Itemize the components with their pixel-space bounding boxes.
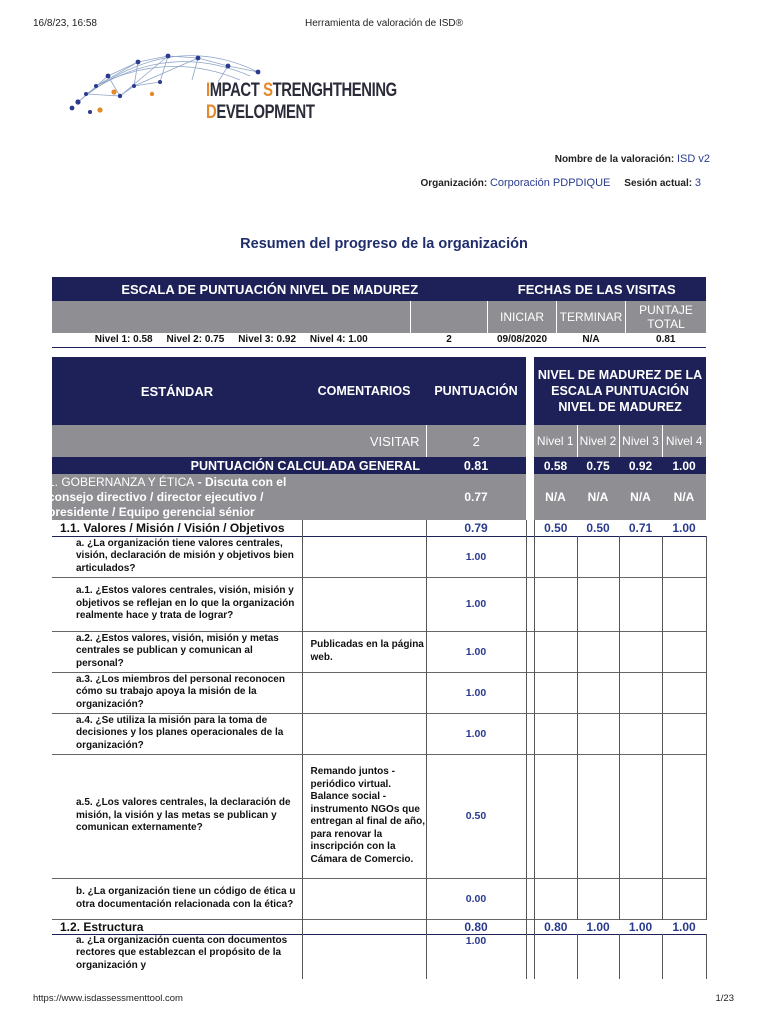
question-comment [302, 934, 426, 979]
visit-number: 2 [426, 425, 526, 457]
section-1-level: N/A [662, 474, 706, 520]
logo-letter: D [206, 102, 217, 123]
scale-subheader [52, 301, 411, 333]
question-comment [302, 536, 426, 577]
question-level-cell [662, 878, 706, 919]
logo-letter: S [263, 80, 273, 101]
question-level-cell [534, 631, 577, 672]
question-score: 1.00 [465, 645, 487, 658]
question-level-cell [662, 672, 706, 713]
spacer [526, 357, 534, 425]
question-row [52, 672, 706, 713]
question-text: a.2. ¿Estos valores, visión, misión y metas centrales se publican y comunican al personal? [76, 632, 279, 669]
subsection-1-1-score: 0.79 [464, 520, 488, 535]
subsection-1-2-items [52, 934, 706, 979]
logo-line-1 [206, 80, 397, 102]
print-page-number: 1/23 [715, 993, 734, 1004]
spacer [526, 520, 534, 536]
question-text: a.4. ¿Se utiliza la misión para la toma de decisiones y los planes operacionales de la organización? [76, 714, 284, 751]
subsection-comment [302, 520, 426, 536]
section-1-title [48, 474, 302, 520]
question-level-cell [577, 713, 619, 754]
section-1-comment [302, 474, 426, 520]
question-row [52, 878, 706, 919]
overall-label: PUNTUACIÓN CALCULADA GENERAL [52, 457, 426, 474]
question-level-cell [662, 934, 706, 979]
section-1-description: - Discuta con el consejo directivo / director ejecutivo / presidente / Equipo gerencial sénior [48, 474, 287, 519]
question-score: 1.00 [465, 550, 487, 563]
logo-word: EVELOPMENT [216, 102, 315, 123]
question-level-cell [619, 577, 662, 631]
question-row [52, 713, 706, 754]
question-level-cell [662, 754, 706, 878]
logo-word: TRENGHTHENING [272, 80, 397, 101]
question-level-cell [534, 713, 577, 754]
subsection-level: 0.50 [586, 520, 610, 535]
org-value: Corporación PDPDIQUE [489, 177, 611, 189]
question-score: 0.50 [465, 810, 487, 822]
overall-level: 0.75 [577, 457, 619, 474]
logo-letter: I [206, 80, 210, 101]
question-text: a. ¿La organización tiene valores centrales, visión, declaración de misión y objetivos bien articulados? [76, 537, 294, 574]
end-value: N/A [582, 334, 600, 346]
spacer [526, 713, 534, 754]
subsection-level: 0.80 [534, 919, 577, 934]
spacer [526, 474, 534, 520]
subsection-1-1-title: 1.1. Valores / Misión / Visión / Objetivos [60, 520, 285, 535]
question-level-cell [577, 934, 619, 979]
section-1-level: N/A [577, 474, 619, 520]
level-header: Nivel 1 [534, 425, 577, 457]
level-header: Nivel 2 [577, 425, 619, 457]
visit-label: VISITAR [52, 425, 426, 457]
question-comment [302, 713, 426, 754]
assessment-value: ISD v2 [676, 153, 710, 165]
session-value: 3 [694, 177, 701, 189]
start-value: 09/08/2020 [496, 334, 548, 346]
question-score: 1.00 [465, 686, 487, 699]
spacer [526, 934, 534, 979]
assessment-name [555, 153, 710, 165]
session-label: Sesión actual: [624, 178, 693, 189]
question-level-cell [534, 934, 577, 979]
subsection-1-2-score: 0.80 [464, 919, 488, 934]
question-level-cell [662, 577, 706, 631]
question-comment: Remando juntos - periódico virtual. Balance social - instrumento NGOs que entregan al final de año, para renovar la inscripción con la Cámara de Comercio. [302, 754, 426, 878]
question-level-cell [534, 672, 577, 713]
question-text: b. ¿La organización tiene un código de ética u otra documentación relacionada con la ética? [76, 886, 296, 910]
scale-header: ESCALA DE PUNTUACIÓN NIVEL DE MADUREZ [52, 277, 488, 301]
question-comment [302, 878, 426, 919]
question-level-cell [534, 536, 577, 577]
section-1-level: N/A [534, 474, 577, 520]
question-text: a.1. ¿Estos valores centrales, visión, misión y objetivos se reflejan en lo que la organización realmente hace y trata de lograr? [76, 585, 295, 622]
question-level-cell [619, 713, 662, 754]
spacer [526, 672, 534, 713]
print-page-title: Herramienta de valoración de ISD® [305, 18, 463, 29]
print-url: https://www.isdassessmenttool.com [33, 993, 183, 1004]
progress-table [48, 357, 707, 979]
start-header: INICIAR [488, 301, 557, 333]
subsection-level: 0.71 [628, 520, 653, 535]
subsection-level: 1.00 [672, 919, 696, 934]
print-datetime: 16/8/23, 16:58 [33, 18, 97, 29]
overall-score: 0.81 [426, 457, 526, 474]
question-level-cell [577, 536, 619, 577]
question-score: 1.00 [465, 598, 487, 610]
question-comment [302, 672, 426, 713]
question-row [52, 631, 706, 672]
subsection-level: 1.00 [672, 520, 696, 535]
question-level-cell [577, 754, 619, 878]
subsection-level: 0.50 [534, 520, 577, 536]
question-level-cell [662, 713, 706, 754]
question-level-cell [577, 577, 619, 631]
spacer [526, 577, 534, 631]
question-level-cell [619, 631, 662, 672]
visit-subheader [411, 301, 488, 333]
scale-table [52, 277, 706, 348]
question-comment: Publicadas en la página web. [302, 631, 426, 672]
total-header: PUNTAJE TOTAL [626, 301, 707, 333]
logo-word: MPACT [209, 80, 264, 101]
question-row [52, 536, 706, 577]
overall-level: 0.58 [534, 457, 577, 474]
comments-header: COMENTARIOS [302, 357, 426, 425]
question-level-cell [619, 672, 662, 713]
section-1-level: N/A [619, 474, 662, 520]
question-row [52, 934, 706, 979]
overall-level: 0.92 [619, 457, 662, 474]
visit-value: 2 [446, 334, 452, 346]
overall-level: 1.00 [662, 457, 706, 474]
question-row [52, 577, 706, 631]
question-text: a.3. ¿Los miembros del personal reconocen cómo su trabajo apoya la misión de la organización? [76, 673, 285, 710]
level-header: Nivel 3 [619, 425, 662, 457]
question-score: 0.00 [465, 892, 487, 905]
level-header: Nivel 4 [662, 425, 706, 457]
page-title: Resumen del progreso de la organización [240, 236, 528, 252]
question-level-cell [534, 577, 577, 631]
levels-legend: Nivel 1: 0.58 Nivel 2: 0.75 Nivel 3: 0.92 Nivel 4: 1.00 [94, 334, 368, 346]
section-1-score: 0.77 [426, 474, 526, 520]
question-level-cell [662, 536, 706, 577]
subsection-level: 1.00 [628, 919, 653, 934]
question-level-cell [534, 754, 577, 878]
maturity-header: NIVEL DE MADUREZ DE LA ESCALA PUNTUACIÓN NIVEL DE MADUREZ [534, 357, 706, 425]
subsection-comment [302, 919, 426, 934]
spacer [526, 754, 534, 878]
question-level-cell [534, 878, 577, 919]
org-session [420, 177, 701, 189]
spacer [526, 631, 534, 672]
assessment-label: Nombre de la valoración: [554, 154, 675, 165]
question-score: 1.00 [465, 727, 487, 740]
end-header: TERMINAR [557, 301, 626, 333]
spacer [526, 536, 534, 577]
subsection-level: 1.00 [586, 919, 610, 934]
subsection-1-1-items [52, 536, 706, 919]
standard-header: ESTÁNDAR [52, 357, 302, 425]
question-level-cell [619, 934, 662, 979]
spacer [526, 425, 534, 457]
spacer [526, 457, 534, 474]
question-text: a.5. ¿Los valores centrales, la declaración de misión, la visión y las metas se publican y comunican externamente? [76, 797, 291, 834]
subsection-1-2-title: 1.2. Estructura [60, 919, 144, 934]
question-level-cell [577, 878, 619, 919]
isd-logo [68, 36, 397, 128]
question-level-cell [662, 631, 706, 672]
question-score: 1.00 [465, 934, 487, 947]
question-comment [302, 577, 426, 631]
question-level-cell [619, 536, 662, 577]
spacer [526, 919, 534, 934]
spacer [526, 878, 534, 919]
visits-header: FECHAS DE LAS VISITAS [488, 277, 707, 301]
question-level-cell [619, 878, 662, 919]
question-level-cell [619, 754, 662, 878]
question-level-cell [577, 672, 619, 713]
total-value: 0.81 [656, 334, 676, 346]
score-header: PUNTUACIÓN [426, 357, 526, 425]
section-1-name: 1. GOBERNANZA Y ÉTICA [48, 474, 195, 489]
question-level-cell [577, 631, 619, 672]
org-label: Organización: [420, 178, 488, 189]
question-text: a. ¿La organización cuenta con documentos rectores que establezcan el propósito de la organización y [76, 934, 288, 971]
logo-line-2 [206, 102, 315, 124]
question-row [52, 754, 706, 878]
